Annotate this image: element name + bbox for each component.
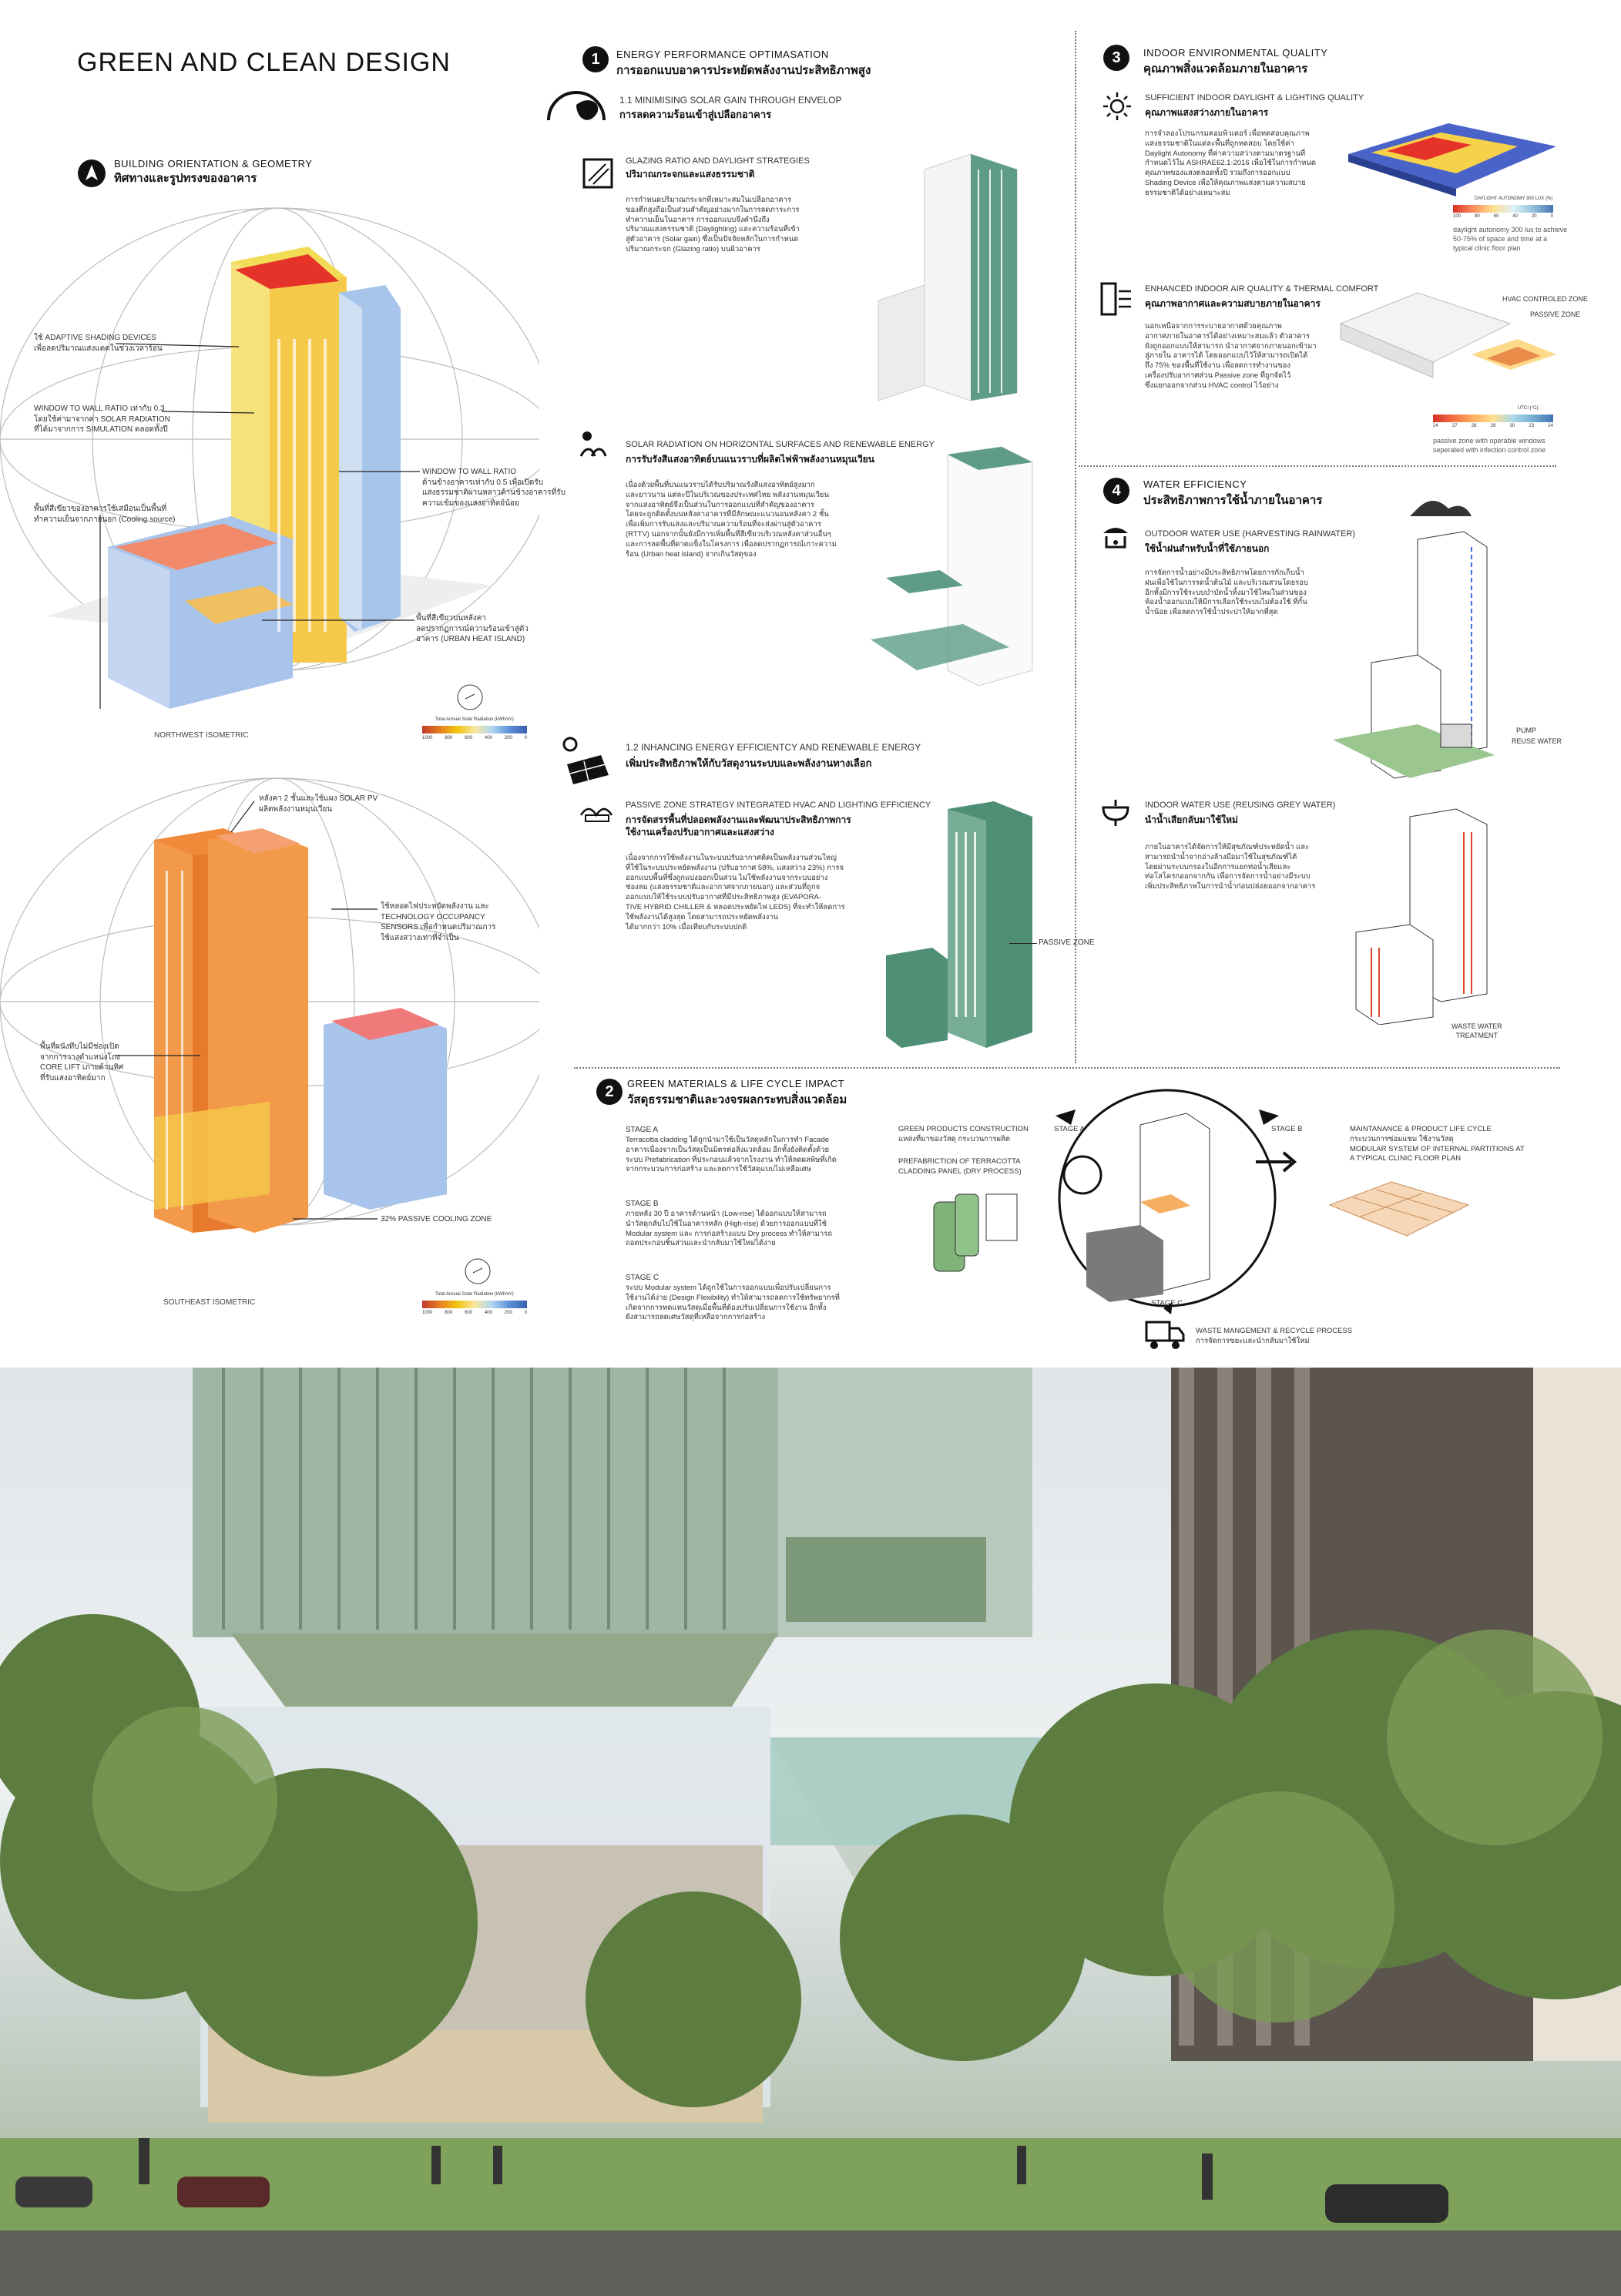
stage-a-title: STAGE A	[626, 1126, 659, 1134]
legend-tick: 100	[1453, 214, 1462, 219]
orientation-heading-th: ทิศทางและรูปทรงของอาคาร	[114, 172, 257, 185]
stage-a-body: Terracotta cladding ได้ถูกนำมาใช้เป็นวัสดุหลักในการทำ Facade อาคารเนื่องจากเป็นวัสดุเป็นมิตรต่อสิ่งแวดล้อม อีกทั้งยังติดตั้งด้วย ระบบ Prefabrication ที่ประกอบแล้วจากโรงงาน ทำให้ลดผลพิษที่เกิด จากกระบวนการก่อสร้าง และลดการใช้วัสดุแบบไม่เหลือเศษ	[626, 1136, 837, 1174]
legend-tick: 600	[465, 736, 473, 740]
sink-icon	[1100, 797, 1131, 831]
air-heading-en: ENHANCED INDOOR AIR QUALITY & THERMAL COMFORT	[1145, 284, 1379, 294]
solar-body: เนื่องด้วยพื้นที่บนแนวราบได้รับปริมาณรังสีแสงอาทิตย์สูงมาก และยาวนาน แต่ละปีในบริเวณของประเทศไทย พลังงานหมุนเวียน จากแสงอาทิตย์จึงเป็นส่วนในการออกแบบที่สำคัญของอาคาร โดยจะถูกติดตั้งบนหลังคาอาคารที่มีลักษณะแนวนอนหลังคา 2 ชั้น เพื่อเพิ่มการรับแสงและปริมาณความร้อนที่จะส่งผ่านสู่ตัวอาคาร (RTTV) นอกจากนั้นยังมีการเพิ่มพื้นที่สีเขียวบริเวณหลังคาส่วนอื่นๆ และการลดพื้นที่ดาดแข็งในโครงการ เพื่อลดปรากฏการณ์เกาะความ ร้อน (Urban heat island) จากเกินวัสดุของ	[626, 481, 837, 559]
label-wwr-05: WINDOW TO WALL RATIO ด้านข้างอาคารเท่ากับ 0.5 เพื่อเปิดรับ แสงธรรมชาติผ่านหลาวด้านข้างอาคารที่รับ ความเข้มของแสงอาทิตย์น้อย	[422, 468, 566, 508]
air-body: นอกเหนือจากการระบายอากาศด้วยคุณภาพ อากาศภายในอาคารได้อย่างเหมาะสมแล้ว ตัวอาคาร ยังถูกออกแบบให้สามารถ นำอากาศจากภายนอกเข้ามา สู่ภายใน อาคารได้ โดยออกแบบไว้ให้สามารถเปิดได้ ถึง 75% ของพื้นที่ใช้งาน เพื่อลดการทำงานของ เครื่องปรับอากาศส่วน Passive zone ที่ถูกจัดไว้ ซึ่งแยกออกจากส่วน HVAC control ไว้อย่าง	[1145, 322, 1317, 390]
legend-tick: 0	[524, 736, 527, 740]
legend-tick: 200	[504, 736, 512, 740]
divider-materials	[574, 1067, 1560, 1069]
rainwater-diagram	[1325, 493, 1518, 786]
legend-tick: 24	[1548, 424, 1553, 428]
energy-sub1-en: 1.1 MINIMISING SOLAR GAIN THROUGH ENVELOP	[619, 95, 842, 106]
label-adaptive-shading: ใช้ ADAPTIVE SHADING DEVICES เพื่อลดปริมาณแสงแดดในช่วงเวลาร้อน	[34, 334, 163, 353]
recycle-truck-icon	[1143, 1314, 1186, 1355]
divider-vertical	[1075, 31, 1076, 1063]
sun-envelope-icon	[545, 85, 607, 127]
passive-zone-diagram	[878, 801, 1071, 1056]
caption-southeast: SOUTHEAST ISOMETRIC	[163, 1298, 256, 1307]
water-heading-en: WATER EFFICIENCY	[1143, 478, 1247, 490]
passive-heading-en: PASSIVE ZONE STRATEGY INTEGRATED HVAC AND LIGHTING EFFICIENCY	[626, 801, 931, 810]
leader-lines-se	[0, 0, 539, 1310]
materials-heading-th: วัสดุธรรมชาติและวงจรผลกระทบสิ่งแวดล้อม	[627, 1093, 847, 1106]
stage-c-title: STAGE C	[626, 1274, 659, 1282]
solar-radiation-icon	[578, 428, 612, 463]
label-solar-pv-roof: หลังคา 2 ชั้นและใช้แผง SOLAR PV ผลิตพลังงานหมุนเวียน	[259, 794, 378, 814]
greywater-diagram	[1341, 801, 1541, 1025]
label-green-cooling: พื้นที่สีเขียวของอาคารใช้เสมือนเป็นพื้นที่ ทำความเย็นจากภายนอก (Cooling source)	[34, 505, 176, 524]
daylight-body: การจำลองโปรแกรมคอมพิวเตอร์ เพื่อทดสอบคุณภาพ แสงธรรมชาติในแต่ละพื้นที่ถูกทดสอบ โดยใช้ค่า Daylight Autonomy ที่ค่าความสว่างตามมาตรฐานที่ กำหนดไว้ใน ASHRAE62.1-2016 เพื่อใช้ในการกำหนด คุณภาพของแสงตลอดทั้งปี รวมถึงการออกแบบ Shading Device เพื่อให้คุณภาพแสงตามความสบาย ธรรมชาติได้อย่างเหมาะสม	[1145, 129, 1317, 197]
label-wwr-03: WINDOW TO WALL RATIO เท่ากับ 0.3 โดยใช้ค่ามาจากค่า SOLAR RADIATION ที่ได้มาจากการ SIMULATION ตลอดทั้งปี	[34, 404, 170, 434]
indoor-water-heading-en: INDOOR WATER USE (REUSING GREY WATER)	[1145, 801, 1336, 810]
solar-heading-en: SOLAR RADIATION ON HORIZONTAL SURFACES AND RENEWABLE ENERGY	[626, 440, 935, 449]
modular-partitions-diagram	[1322, 1174, 1476, 1251]
legend-tick: 400	[484, 1311, 492, 1315]
prefab-label: PREFABRICTION OF TERRACOTTA CLADDING PANEL (DRY PROCESS)	[898, 1157, 1022, 1176]
legend-tick: 60	[1493, 214, 1499, 219]
legend-tick: 400	[484, 736, 492, 740]
stage-b-body: ภายหลัง 30 ปี อาคารด้านหน้า (Low-rise) ได้ออกแบบให้สามารถ นำวัสดุกลับไปใช้ในอาคารหลัก (High-rise) ด้วยการออกแบบที่ใช้ Modular system และ การก่อสร้างแบบ Dry process ทำให้สามารถ ถอดประกอบชิ้นส่วนและนำกลับมาใช้ใหม่ได้ง่าย	[626, 1210, 833, 1248]
divider-ieq-water	[1079, 465, 1556, 467]
daylight-legend-title: DAYLIGHT AUTONOMY 300 LUX (%)	[1475, 196, 1553, 201]
life-cycle-diagram	[1040, 1079, 1294, 1318]
air-legend-ticks	[1433, 424, 1553, 428]
ventilation-icon	[1100, 282, 1134, 320]
hvac-zone-label: HVAC CONTROLED ZONE	[1502, 295, 1588, 303]
legend-tick: 600	[465, 1311, 473, 1315]
waste-management-label: WASTE MANGEMENT & RECYCLE PROCESS การจัดการขยะและนำกลับมาใช้ใหม่	[1196, 1327, 1353, 1345]
glazing-heading-th: ปริมาณกระจกและแสงธรรมชาติ	[626, 169, 755, 180]
energy-sub2-th: เพิ่มประสิทธิภาพให้กับวัสดุงานระบบและพลังงานทางเลือก	[626, 757, 872, 769]
legend-tick: 27	[1452, 424, 1458, 428]
stage-a-label: STAGE A	[1054, 1125, 1085, 1133]
passive-heading-th: การจัดสรรพื้นที่ปลอดพลังงานและพัฒนาประสิทธิภาพการ ใช้งานเครื่องปรับอากาศและแสงสว่าง	[626, 814, 851, 838]
daylight-legend-ticks	[1453, 214, 1553, 219]
legend-tick: 30	[1509, 424, 1515, 428]
legend-tick: 24	[1433, 424, 1438, 428]
section-number-3: 3	[1103, 45, 1129, 71]
green-products-label: GREEN PRODUCTS CONSTRUCTION แหล่งที่มาของวัสดุ กระบวนการผลิต	[898, 1125, 1029, 1143]
reuse-water-label: REUSE WATER	[1512, 737, 1562, 745]
label-core-lift: พื้นที่ผนังทึบไม่มีช่องเปิด จากการวางตำแหน่งโถง CORE LIFT เภายด้านทิศ ที่รับแสงอาทิตย์มาก	[40, 1042, 124, 1083]
indoor-water-body: ภายในอาคารได้จัดการให้มีสุขภัณฑ์ประหยัดน้ำ และ สามารถนำน้ำจากอ่างล้างมือมาใช้ในสุขภัณฑ์ได้ โดยผ่านระบบกรองในอีกการแยกท่อน้ำเสียและ ท่อโสโครกออกจากกัน เพื่อการจัดการน้ำอย่างมีระบบ เพิ่มประสิทธิภาพในการนำน้ำก่อนปล่อยออกจากอาคาร	[1145, 843, 1316, 891]
se-legend-bar	[422, 1301, 527, 1308]
passive-body: เนื่องจากการใช้พลังงานในระบบปรับอากาศคิดเป็นพลังงานส่วนใหญ่ ที่ใช้ในระบบประหยัดพลังงาน (ปรับอากาศ 58%, แสงสว่าง 23%) การจ ออกแบบพื้นที่ซึ่งถูกแบ่งออกเป็นส่วน ไม่ใช้พลังงานจากระบบอย่าง ช่องลม (แสงธรรมชาติและอากาศจากภายนอก) และส่วนที่ถูกจ ออกแบบให้ใช้ระบบปรับอากาศที่มีประสิทธิภาพสูง (EVAPORA- TIVE HYBRID CHILLER & หลอดประหยัดไฟ LEDS) ที่จะทำให้ลดการ ใช้พลังงานได้สูงสุด โดยสามารถประหยัดพลังงาน ได้มากกว่า 10% เมื่อเทียบกับระบบปกติ	[626, 854, 845, 931]
legend-tick: 800	[445, 1311, 453, 1315]
arrows-icon	[1253, 1146, 1299, 1181]
caption-northwest: NORTHWEST ISOMETRIC	[154, 731, 249, 740]
legend-tick: 40	[1512, 214, 1518, 219]
stage-b-title: STAGE B	[626, 1200, 659, 1208]
se-legend-title: Total Annual Solar Radiation (kWh/m²)	[435, 1292, 514, 1297]
pump-label: PUMP	[1516, 727, 1537, 734]
energy-sub1-th: การลดความร้อนเข้าสู่เปลือกอาคาร	[619, 109, 772, 120]
glazing-tower-diagram	[863, 146, 1048, 401]
daylight-caption: daylight autonomy 300 lux to achieve 50-75% of space and time at a typical clinic floor plan	[1453, 226, 1568, 253]
air-legend-bar	[1433, 415, 1553, 422]
label-passive-cooling: 32% PASSIVE COOLING ZONE	[381, 1215, 492, 1224]
legend-tick: 0	[524, 1311, 527, 1315]
se-legend-ticks	[422, 1311, 527, 1315]
stage-b-label: STAGE B	[1271, 1125, 1303, 1133]
energy-sub2-en: 1.2 INHANCING ENERGY EFFICIENTCY AND RENEWABLE ENERGY	[626, 742, 921, 753]
outdoor-water-heading-th: ใช้น้ำฝนสำหรับน้ำที่ใช้ภายนอก	[1145, 543, 1270, 554]
section-number-2: 2	[596, 1079, 623, 1105]
section-number-4: 4	[1103, 478, 1129, 504]
water-heading-th: ประสิทธิภาพการใช้น้ำภายในอาคาร	[1143, 494, 1323, 507]
passive-zone-leader	[1009, 943, 1037, 944]
legend-tick: 20	[1531, 214, 1537, 219]
nw-legend-title: Total Annual Solar Radiation (kWh/m²)	[435, 717, 514, 722]
daylight-legend-bar	[1453, 205, 1553, 213]
stage-c-body: ระบบ Modular system ได้ถูกใช้ในการออกแบบเพื่อปรับเปลี่ยนการ ใช้งานได้ง่าย (Design Flexibility) ทำให้สามารถลดการใช้ทรัพยากรที่ เกิดจากการทดแทนวัสดุเมื่อพื้นที่ต้องปรับเปลี่ยนการใช้งาน อีกทั้ง ยังสามารถลดเศษวัสดุที่เหลือจากการก่อสร้าง	[626, 1284, 840, 1322]
outdoor-water-body: การจัดการน้ำอย่างมีประสิทธิภาพโดยการกักเก็บน้ำ ฝนเพื่อใช้ในการรดน้ำต้นไม้ และบริเวณสวนโดยรอบ อีกทั้งมีการใช้ระบบบำบัดน้ำทิ้งมาใช้ใหม่ในส่วนของ ห้องน้ำออกแบบให้มีการเลือกใช้ระบบไม่ต้องใช้ ที่กั้น น้ำน้อย เพื่อลดการใช้น้ำประปาให้มากที่สุด	[1145, 569, 1309, 617]
solar-panel-icon	[558, 733, 612, 791]
outdoor-water-heading-en: OUTDOOR WATER USE (HARVESTING RAINWATER)	[1145, 529, 1355, 539]
energy-heading-th: การออกแบบอาคารประหยัดพลังงานประสิทธิภาพสูง	[616, 64, 871, 77]
label-occupancy-sensors: ใช้หลอดไฟประหยัดพลังงาน และ TECHNOLOGY OCCUPANCY SENSORS เพื่อกำหนดปริมาณการ ใช้แสงสว่างเท่าที่จำเป็น	[381, 902, 496, 942]
glazing-icon	[582, 158, 613, 193]
materials-heading-en: GREEN MATERIALS & LIFE CYCLE IMPACT	[627, 1078, 845, 1089]
rainwater-icon	[1100, 521, 1131, 556]
passive-zone-label: PASSIVE ZONE	[1039, 938, 1095, 947]
daylight-heading-th: คุณภาพแสงสว่างภายในอาคาร	[1145, 107, 1269, 118]
label-green-roof: พื้นที่สีเขียวบนหลังคา ลดปรากฏการณ์ความร้อนเข้าสู่ตัว อาคาร (URBAN HEAT ISLAND)	[416, 614, 529, 643]
energy-heading-en: ENERGY PERFORMANCE OPTIMASATION	[616, 49, 829, 60]
stage-c-label: STAGE C	[1151, 1299, 1183, 1307]
glazing-body: การกำหนดปริมาณกระจกที่เหมาะสมในเปลือกอาคาร ของตึกสูงถือเป็นส่วนสำคัญอย่างมากในการลดภาระการ ทำความเย็นในอาคาร การออกแบบจึงคำนึงถึง ปริมาณแสงธรรมชาติ (Daylighting) และความร้อนที่เข้า สู่ตัวอาคาร (Solar gain) ซึ่งเป็นปัจจัยหลักในการกำหนด ปริมาณกระจก (Glazing ratio) บนผิวอาคาร	[626, 196, 800, 254]
passive-zone-label-ieq: PASSIVE ZONE	[1530, 310, 1581, 318]
air-legend-title: UTCI (°C)	[1518, 406, 1539, 411]
solar-heading-th: การรับรังสีแสงอาทิตย์บนแนวราบที่ผลิตไฟฟ้าพลังงานหมุนเวียน	[626, 454, 874, 465]
legend-tick: 80	[1474, 214, 1480, 219]
legend-tick: 800	[445, 736, 453, 740]
ieq-heading-en: INDOOR ENVIRONMENTAL QUALITY	[1143, 47, 1328, 59]
section-number-1: 1	[582, 46, 609, 72]
air-heading-th: คุณภาพอากาศและความสบายภายในอาคาร	[1145, 298, 1321, 309]
daylight-heading-en: SUFFICIENT INDOOR DAYLIGHT & LIGHTING QUALITY	[1145, 93, 1364, 102]
ieq-heading-th: คุณภาพสิ่งแวดล้อมภายในอาคาร	[1143, 62, 1308, 76]
waste-water-label: WASTE WATER TREATMENT	[1452, 1022, 1502, 1040]
passive-zone-icon	[578, 798, 619, 828]
sun-icon	[1102, 91, 1133, 126]
air-caption: passive zone with operable windows seperated with infection control zone	[1433, 437, 1546, 455]
legend-tick: 200	[504, 1311, 512, 1315]
legend-tick: 23	[1529, 424, 1535, 428]
page-title: GREEN AND CLEAN DESIGN	[77, 48, 451, 77]
orientation-heading-en: BUILDING ORIENTATION & GEOMETRY	[114, 158, 313, 170]
legend-tick: 1000	[422, 1311, 433, 1315]
legend-tick: 28	[1471, 424, 1477, 428]
hero-rendering	[0, 1368, 1621, 2296]
legend-tick: 1000	[422, 736, 433, 740]
maintenance-label: MAINTANANCE & PRODUCT LIFE CYCLE กระบวนการซ่อมแซม ใช้งานวัสดุ MODULAR SYSTEM OF INTERNAL PARTITIONS AT A TYPICAL CLINIC FLOOR PLAN	[1350, 1125, 1525, 1163]
solar-tower-diagram	[855, 439, 1063, 693]
terracotta-panel-diagram	[925, 1187, 1025, 1279]
indoor-water-heading-th: นำน้ำเสียกลับมาใช้ใหม่	[1145, 814, 1238, 825]
legend-tick: 29	[1490, 424, 1496, 428]
legend-tick: 0	[1550, 214, 1553, 219]
glazing-heading-en: GLAZING RATIO AND DAYLIGHT STRATEGIES	[626, 156, 810, 166]
daylight-floor-plan	[1341, 116, 1564, 200]
